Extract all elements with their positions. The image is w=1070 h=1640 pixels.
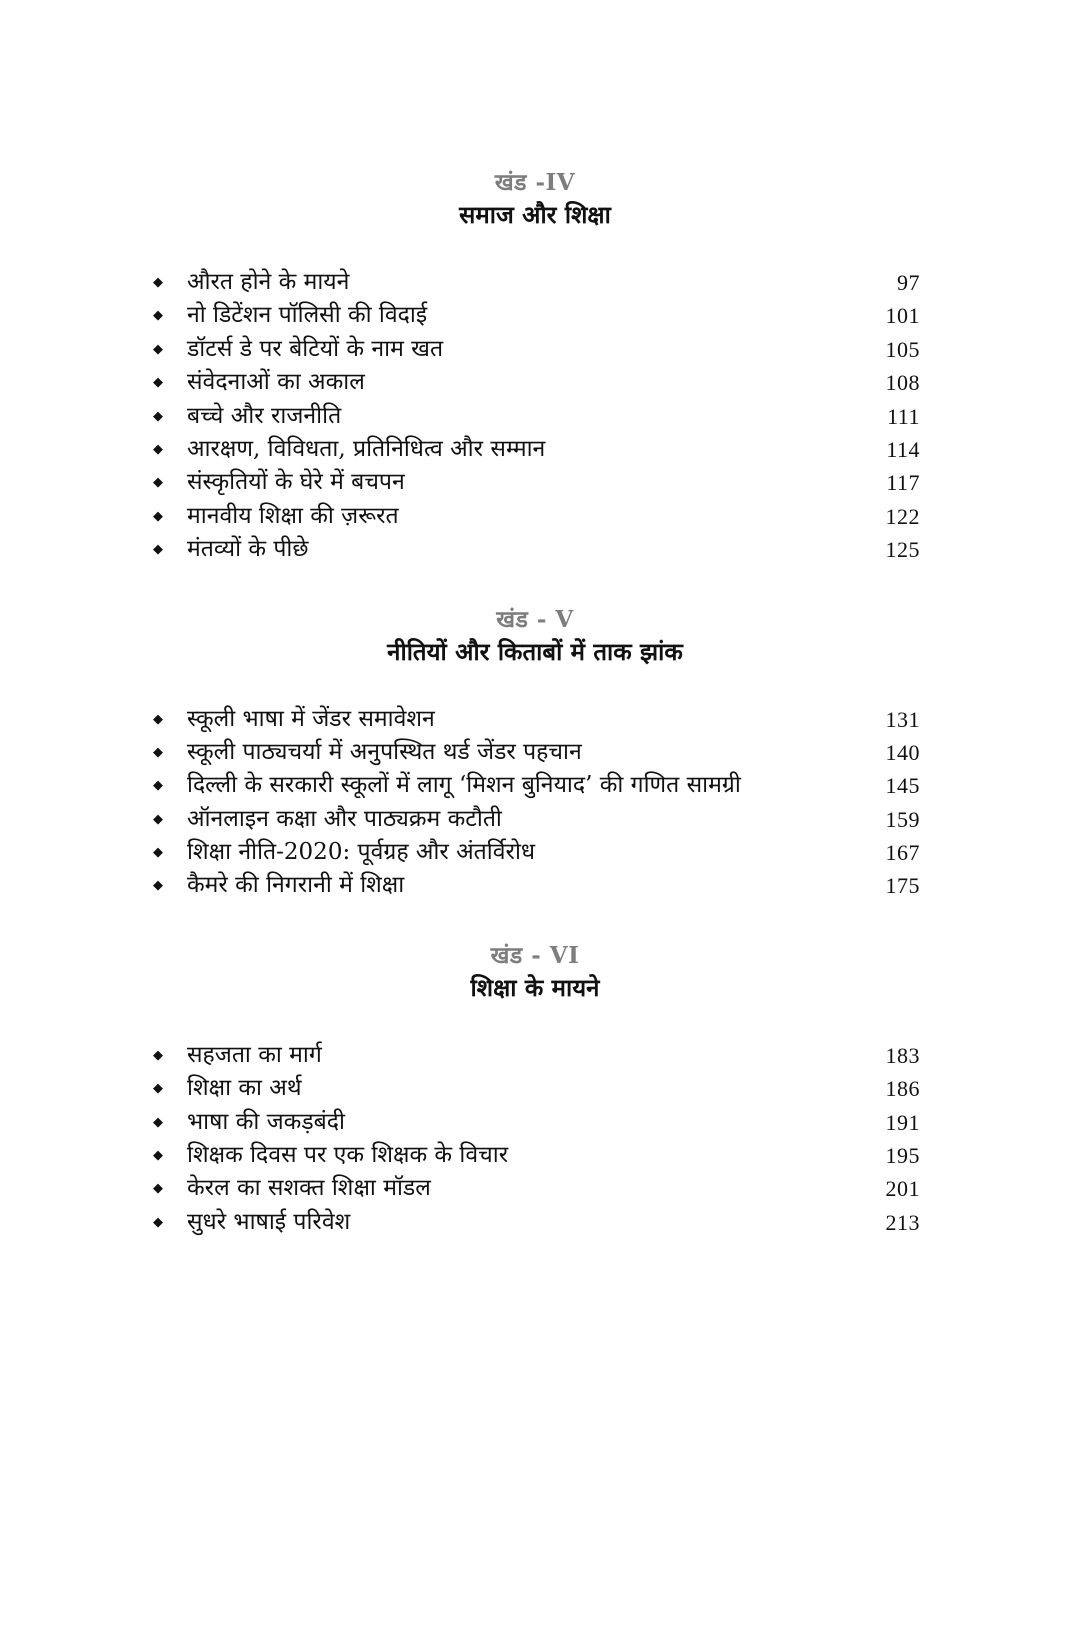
section-label: खंड -IV	[494, 169, 576, 196]
entry-title: स्कूली पाठ्यचर्या में अनुपस्थित थर्ड जेंडर पहचान	[187, 738, 582, 765]
entry-page-number: 97	[897, 270, 920, 295]
entry-title: शिक्षा नीति-2020: पूर्वग्रह और अंतर्विरोध	[187, 839, 536, 866]
entry-title: सहजता का मार्ग	[187, 1041, 322, 1068]
entry-title: केरल का सशक्त शिक्षा मॉडल	[187, 1175, 431, 1202]
diamond-bullet-icon: ◆	[153, 1047, 163, 1063]
entry-page-number: 167	[885, 840, 920, 866]
entry-title: कैमरे की निगरानी में शिक्षा	[187, 872, 405, 899]
diamond-bullet-icon: ◆	[153, 408, 163, 424]
entry-title: संस्कृतियों के घेरे में बचपन	[187, 469, 405, 496]
diamond-bullet-icon: ◆	[153, 1114, 163, 1130]
toc-list	[0, 703, 1070, 903]
entry-page-number: 195	[885, 1143, 920, 1169]
entry-page-number: 101	[885, 303, 920, 329]
entry-page-number: 125	[885, 537, 920, 563]
entry-page-number: 131	[885, 706, 920, 732]
entry-page-number: 213	[885, 1209, 920, 1235]
entry-page-number: 201	[885, 1176, 920, 1202]
toc-entry	[0, 299, 1070, 332]
entry-title: मंतव्यों के पीछे	[187, 536, 309, 563]
toc-entry	[0, 533, 1070, 566]
entry-title: मानवीय शिक्षा की ज़रूरत	[187, 502, 399, 529]
toc-entry	[0, 466, 1070, 499]
toc-entry	[0, 1139, 1070, 1172]
toc-entry	[0, 836, 1070, 869]
toc-entry	[0, 266, 1070, 299]
diamond-bullet-icon: ◆	[153, 441, 163, 457]
toc-entry	[0, 433, 1070, 466]
diamond-bullet-icon: ◆	[153, 811, 163, 827]
toc-list	[0, 266, 1070, 567]
entry-title: ऑनलाइन कक्षा और पाठ्यक्रम कटौती	[187, 805, 502, 832]
toc-entry	[0, 1172, 1070, 1205]
toc-section	[0, 168, 1070, 567]
toc-entry	[0, 500, 1070, 533]
diamond-bullet-icon: ◆	[153, 341, 163, 357]
toc-list	[0, 1039, 1070, 1239]
diamond-bullet-icon: ◆	[153, 308, 163, 324]
section-label: खंड - V	[496, 605, 574, 633]
entry-title: औरत होने के मायने	[187, 269, 350, 295]
toc-section	[0, 605, 1070, 903]
diamond-bullet-icon: ◆	[153, 375, 163, 391]
entry-title: आरक्षण, विविधता, प्रतिनिधित्व और सम्मान	[187, 435, 546, 462]
toc-sections	[0, 168, 1070, 1239]
entry-page-number: 108	[885, 370, 920, 396]
diamond-bullet-icon: ◆	[153, 508, 163, 524]
entry-title: संवेदनाओं का अकाल	[187, 369, 365, 396]
diamond-bullet-icon: ◆	[153, 711, 163, 727]
diamond-bullet-icon: ◆	[153, 1181, 163, 1197]
diamond-bullet-icon: ◆	[153, 475, 163, 491]
toc-entry	[0, 869, 1070, 902]
entry-page-number: 186	[885, 1076, 920, 1102]
diamond-bullet-icon: ◆	[153, 1148, 163, 1164]
entry-page-number: 175	[885, 873, 920, 899]
diamond-bullet-icon: ◆	[153, 275, 163, 290]
toc-entry	[0, 803, 1070, 836]
entry-title: भाषा की जकड़बंदी	[187, 1108, 345, 1135]
entry-page-number: 159	[885, 806, 920, 832]
diamond-bullet-icon: ◆	[153, 1081, 163, 1097]
section-label: खंड - VI	[490, 941, 580, 969]
toc-entry	[0, 333, 1070, 366]
entry-title: शिक्षक दिवस पर एक शिक्षक के विचार	[187, 1142, 509, 1169]
entry-title: बच्चे और राजनीति	[187, 402, 342, 429]
toc-entry	[0, 1206, 1070, 1239]
diamond-bullet-icon: ◆	[153, 744, 163, 760]
entry-title: शिक्षा का अर्थ	[187, 1075, 302, 1102]
entry-page-number: 122	[885, 503, 920, 529]
entry-title: डॉटर्स डे पर बेटियों के नाम खत	[187, 335, 444, 362]
toc-entry	[0, 703, 1070, 736]
diamond-bullet-icon: ◆	[153, 845, 163, 861]
toc-section	[0, 941, 1070, 1239]
diamond-bullet-icon: ◆	[153, 778, 163, 794]
diamond-bullet-icon: ◆	[153, 542, 163, 558]
section-title: शिक्षा के मायने	[470, 972, 600, 1002]
entry-title: स्कूली भाषा में जेंडर समावेशन	[187, 705, 435, 732]
entry-title: नो डिटेंशन पॉलिसी की विदाई	[187, 302, 428, 329]
entry-page-number: 114	[886, 436, 920, 462]
entry-page-number: 117	[886, 470, 920, 496]
toc-entry	[0, 736, 1070, 769]
entry-page-number: 140	[885, 739, 920, 765]
entry-page-number: 111	[887, 403, 920, 429]
entry-page-number: 145	[885, 773, 920, 799]
entry-title: दिल्ली के सरकारी स्कूलों में लागू ‘मिशन बुनियाद’ की गणित सामग्री	[187, 772, 741, 799]
toc-entry	[0, 769, 1070, 802]
toc-entry	[0, 1106, 1070, 1139]
section-title: समाज और शिक्षा	[459, 200, 611, 229]
toc-entry	[0, 366, 1070, 399]
diamond-bullet-icon: ◆	[153, 1214, 163, 1230]
diamond-bullet-icon: ◆	[153, 878, 163, 894]
entry-title: सुधरे भाषाई परिवेश	[187, 1208, 351, 1235]
toc-entry	[0, 1039, 1070, 1072]
entry-page-number: 191	[885, 1109, 920, 1135]
entry-page-number: 105	[885, 336, 920, 362]
entry-page-number: 183	[885, 1042, 920, 1068]
section-title: नीतियों और किताबों में ताक झांक	[387, 636, 683, 666]
toc-entry	[0, 400, 1070, 433]
toc-entry	[0, 1072, 1070, 1105]
